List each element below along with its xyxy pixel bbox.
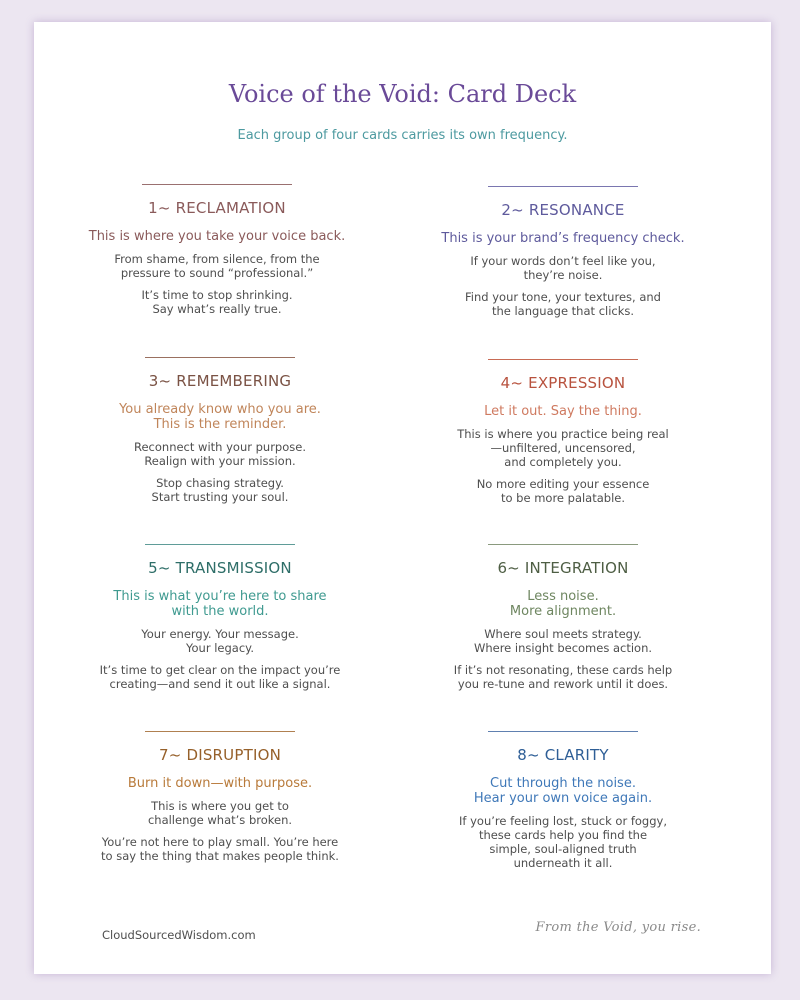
card-clarity — [413, 731, 713, 878]
card-body-paragraph — [67, 252, 367, 280]
card-tagline — [70, 589, 370, 619]
card-tagline — [413, 231, 713, 246]
card-disruption — [70, 731, 370, 871]
body-line: Say what’s really true. — [152, 302, 282, 316]
tagline-line: with the world. — [171, 604, 269, 619]
card-divider — [488, 359, 638, 360]
card-body-paragraph — [70, 835, 370, 863]
card-body-paragraph — [70, 663, 370, 691]
tagline-line: This is what you’re here to share — [113, 589, 327, 604]
body-line: Your legacy. — [186, 641, 254, 655]
page-subtitle: Each group of four cards carries its own frequency. — [237, 128, 568, 143]
body-line: It’s time to get clear on the impact you’re — [99, 663, 341, 677]
card-body-paragraph — [70, 476, 370, 504]
card-divider — [145, 731, 295, 732]
card-body-paragraph — [413, 427, 713, 469]
card-heading: 3~ REMEMBERING — [148, 372, 292, 390]
card-expression — [413, 359, 713, 513]
body-line: they’re noise. — [523, 268, 603, 282]
card-heading: 1~ RECLAMATION — [148, 199, 286, 217]
body-line: Realign with your mission. — [144, 454, 296, 468]
card-body-paragraph — [70, 627, 370, 655]
tagline-line: This is the reminder. — [153, 417, 287, 432]
card-divider — [142, 184, 292, 185]
body-line: This is where you practice being real — [457, 427, 669, 441]
body-line: If you’re feeling lost, stuck or foggy, — [459, 814, 667, 828]
body-line: Stop chasing strategy. — [156, 476, 284, 490]
card-body-paragraph — [413, 627, 713, 655]
body-line: pressure to sound “professional.” — [120, 266, 314, 280]
card-heading: 5~ TRANSMISSION — [148, 559, 292, 577]
card-tagline — [67, 229, 367, 244]
body-line: Where insight becomes action. — [473, 641, 653, 655]
card-heading: 7~ DISRUPTION — [158, 746, 282, 764]
tagline-line: Burn it down—with purpose. — [127, 776, 313, 791]
body-line: Find your tone, your textures, and — [465, 290, 661, 304]
body-line: You’re not here to play small. You’re here — [101, 835, 339, 849]
card-integration — [413, 544, 713, 699]
card-heading: 2~ RESONANCE — [501, 201, 625, 219]
tagline-line: You already know who you are. — [119, 402, 321, 417]
tagline-line: This is where you take your voice back. — [88, 229, 346, 244]
card-body-paragraph — [413, 254, 713, 282]
body-line: to be more palatable. — [500, 491, 626, 505]
body-line: Where soul meets strategy. — [484, 627, 642, 641]
card-body-paragraph — [413, 814, 713, 870]
card-divider — [145, 357, 295, 358]
card-divider — [488, 544, 638, 545]
card-tagline — [413, 404, 713, 419]
body-line: No more editing your essence — [476, 477, 650, 491]
card-transmission — [70, 544, 370, 699]
tagline-line: Cut through the noise. — [490, 776, 636, 791]
website-link[interactable]: CloudSourcedWisdom.com — [102, 928, 256, 942]
card-remembering — [70, 357, 370, 512]
body-line: If your words don’t feel like you, — [470, 254, 656, 268]
body-line: and completely you. — [504, 455, 622, 469]
tagline-line: This is your brand’s frequency check. — [441, 231, 685, 246]
tagline-line: Hear your own voice again. — [473, 791, 653, 806]
body-line: If it’s not resonating, these cards help — [453, 663, 673, 677]
body-line: underneath it all. — [513, 856, 613, 870]
body-line: you re-tune and rework until it does. — [457, 677, 669, 691]
card-body-paragraph — [413, 663, 713, 691]
body-line: the language that clicks. — [491, 304, 635, 318]
tagline-line: Let it out. Say the thing. — [484, 404, 642, 419]
page-title: Voice of the Void: Card Deck — [228, 80, 577, 108]
card-tagline — [413, 776, 713, 806]
signature-script: From the Void, you rise. — [535, 920, 701, 935]
card-resonance — [413, 186, 713, 326]
body-line: This is where you get to — [151, 799, 289, 813]
card-divider — [488, 186, 638, 187]
card-reclamation — [67, 184, 367, 324]
body-line: creating—and send it out like a signal. — [109, 677, 331, 691]
body-line: It’s time to stop shrinking. — [141, 288, 293, 302]
body-line: these cards help you find the — [478, 828, 648, 842]
card-divider — [488, 731, 638, 732]
body-line: —unfiltered, uncensored, — [490, 441, 636, 455]
body-line: challenge what’s broken. — [147, 813, 293, 827]
card-body-paragraph — [67, 288, 367, 316]
tagline-line: Less noise. — [527, 589, 599, 604]
card-heading: 8~ CLARITY — [517, 746, 609, 764]
card-tagline — [70, 776, 370, 791]
card-divider — [145, 544, 295, 545]
body-line: to say the thing that makes people think. — [101, 849, 339, 863]
card-body-paragraph — [70, 799, 370, 827]
card-deck-page — [34, 22, 771, 974]
card-heading: 6~ INTEGRATION — [497, 559, 629, 577]
card-tagline — [70, 402, 370, 432]
card-body-paragraph — [70, 440, 370, 468]
card-body-paragraph — [413, 477, 713, 505]
body-line: simple, soul-aligned truth — [489, 842, 637, 856]
card-tagline — [413, 589, 713, 619]
tagline-line: More alignment. — [509, 604, 617, 619]
card-heading: 4~ EXPRESSION — [500, 374, 626, 392]
body-line: Start trusting your soul. — [151, 490, 289, 504]
card-body-paragraph — [413, 290, 713, 318]
body-line: From shame, from silence, from the — [114, 252, 320, 266]
body-line: Your energy. Your message. — [141, 627, 299, 641]
body-line: Reconnect with your purpose. — [134, 440, 306, 454]
